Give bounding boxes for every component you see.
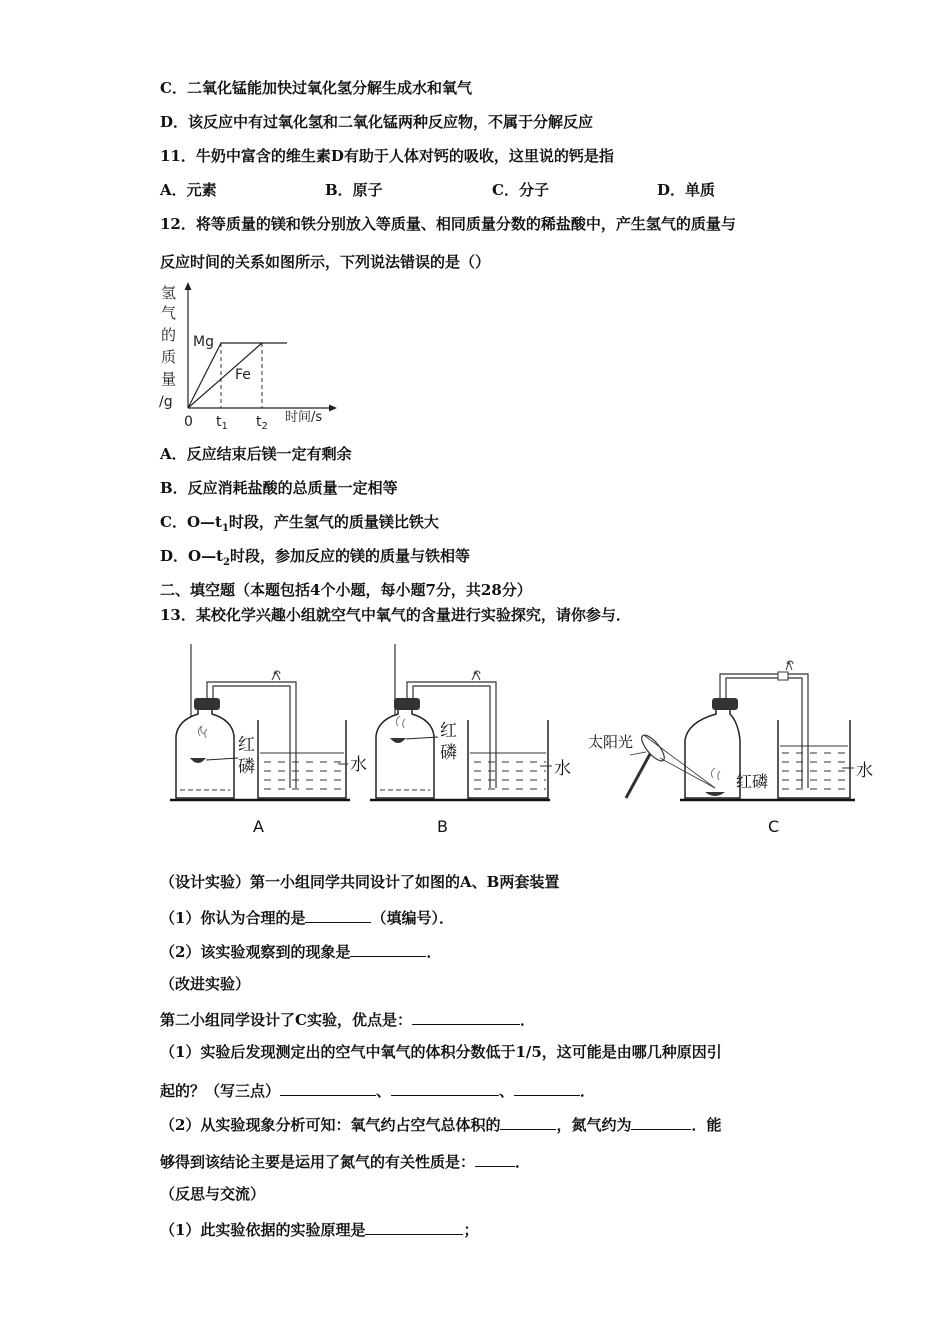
answer-blank[interactable] bbox=[391, 1079, 499, 1096]
design-q1: （1）你认为合理的是 （填编号）． bbox=[160, 906, 454, 928]
reflect-heading: （反思与交流） bbox=[160, 1185, 266, 1203]
q12-option-a: A．反应结束后镁一定有剩余 bbox=[160, 445, 352, 463]
improve-q1-line2: 起的？（写三点） 、 、 ． bbox=[160, 1079, 595, 1101]
improve-q2-line2: 够得到该结论主要是运用了氮气的有关性质是： ． bbox=[160, 1150, 530, 1172]
answer-blank[interactable] bbox=[412, 1008, 520, 1025]
design-heading: （设计实验）第一小组同学共同设计了如图的A、B两套装置 bbox=[160, 873, 560, 891]
apparatus-label-b: B bbox=[437, 817, 448, 836]
answer-blank[interactable] bbox=[305, 906, 371, 923]
red-phosphorus-label-c: 红磷 bbox=[736, 772, 769, 791]
red-phosphorus-label-a: 红磷 bbox=[238, 735, 255, 777]
graph-origin-label: 0 bbox=[184, 414, 193, 430]
reflect-q1: （1）此实验依据的实验原理是 ； bbox=[160, 1218, 478, 1240]
q10-option-c: C．二氧化锰能加快过氧化氢分解生成水和氧气 bbox=[160, 79, 472, 97]
apparatus-label-a: A bbox=[253, 817, 264, 836]
graph-ylabel-char: 气 bbox=[161, 304, 177, 322]
q12-stem-line2: 反应时间的关系如图所示，下列说法错误的是（） bbox=[160, 253, 491, 271]
q11-option-c: C．分子 bbox=[492, 181, 549, 199]
apparatus-b bbox=[370, 644, 571, 836]
q12-option-b: B．反应消耗盐酸的总质量一定相等 bbox=[160, 479, 398, 497]
q10-option-d: D．该反应中有过氧化氢和二氧化锰两种反应物，不属于分解反应 bbox=[160, 113, 594, 131]
graph-x-arrow bbox=[329, 405, 337, 412]
design-q2: （2）该实验观察到的现象是 ． bbox=[160, 940, 441, 962]
apparatus-figure bbox=[150, 640, 880, 840]
hydrogen-mass-graph bbox=[155, 280, 340, 430]
q13-stem: 13．某校化学兴趣小组就空气中氧气的含量进行实验探究，请你参与． bbox=[160, 606, 631, 624]
improve-q1-line1: （1）实验后发现测定出的空气中氧气的体积分数低于1/5，这可能是由哪几种原因引 bbox=[160, 1043, 722, 1061]
q11-stem: 11．牛奶中富含的维生素D有助于人体对钙的吸收，这里说的钙是指 bbox=[160, 147, 614, 165]
group2-advantage: 第二小组同学设计了C实验，优点是： ． bbox=[160, 1008, 535, 1030]
water-label-c: 水 bbox=[856, 761, 873, 781]
section-heading: 二、填空题（本题包括4个小题，每小题7分，共28分） bbox=[160, 581, 532, 599]
graph-ylabel-char: 量 bbox=[161, 370, 177, 388]
q11-option-b: B．原子 bbox=[325, 181, 383, 199]
graph-tick-t1: $t_1$ bbox=[216, 414, 228, 430]
graph-xlabel: 时间/s bbox=[285, 410, 323, 425]
q11-option-d: D．单质 bbox=[657, 181, 716, 199]
q12-option-d: D．$O—t_2$时段，参加反应的镁的质量与铁相等 bbox=[160, 547, 470, 568]
graph-ylabel-char: 的 bbox=[161, 326, 177, 344]
answer-blank[interactable] bbox=[475, 1150, 515, 1167]
water-label-a: 水 bbox=[350, 755, 367, 775]
answer-blank[interactable] bbox=[631, 1113, 691, 1130]
apparatus-label-c: C bbox=[768, 817, 780, 836]
apparatus-c bbox=[588, 661, 873, 836]
sunlight-label: 太阳光 bbox=[588, 733, 634, 751]
graph-tick-t2: $t_2$ bbox=[256, 414, 268, 430]
answer-blank[interactable] bbox=[514, 1079, 580, 1096]
graph-ylabel-char: 质 bbox=[161, 348, 177, 366]
graph-y-arrow bbox=[185, 282, 192, 290]
red-phosphorus-label-b: 红磷 bbox=[440, 721, 457, 763]
answer-blank[interactable] bbox=[500, 1113, 556, 1130]
answer-blank[interactable] bbox=[350, 940, 426, 957]
improve-q2-line1: （2）从实验现象分析可知：氧气约占空气总体积的 ，氮气约为 ．能 bbox=[160, 1113, 721, 1135]
answer-blank[interactable] bbox=[365, 1218, 463, 1235]
graph-label-fe: Fe bbox=[235, 367, 251, 383]
improve-heading: （改进实验） bbox=[160, 975, 251, 993]
graph-label-mg: Mg bbox=[193, 334, 214, 350]
apparatus-a bbox=[170, 644, 367, 836]
q12-stem-line1: 12．将等质量的镁和铁分别放入等质量、相同质量分数的稀盐酸中，产生氢气的质量与 bbox=[160, 215, 736, 233]
water-label-b: 水 bbox=[554, 759, 571, 779]
q12-option-c: C．$O—t_1$时段，产生氢气的质量镁比铁大 bbox=[160, 513, 439, 534]
graph-ylabel-unit: /g bbox=[159, 394, 173, 410]
answer-blank[interactable] bbox=[280, 1079, 376, 1096]
q11-option-a: A．元素 bbox=[160, 181, 217, 199]
graph-ylabel-char: 氢 bbox=[161, 284, 177, 302]
